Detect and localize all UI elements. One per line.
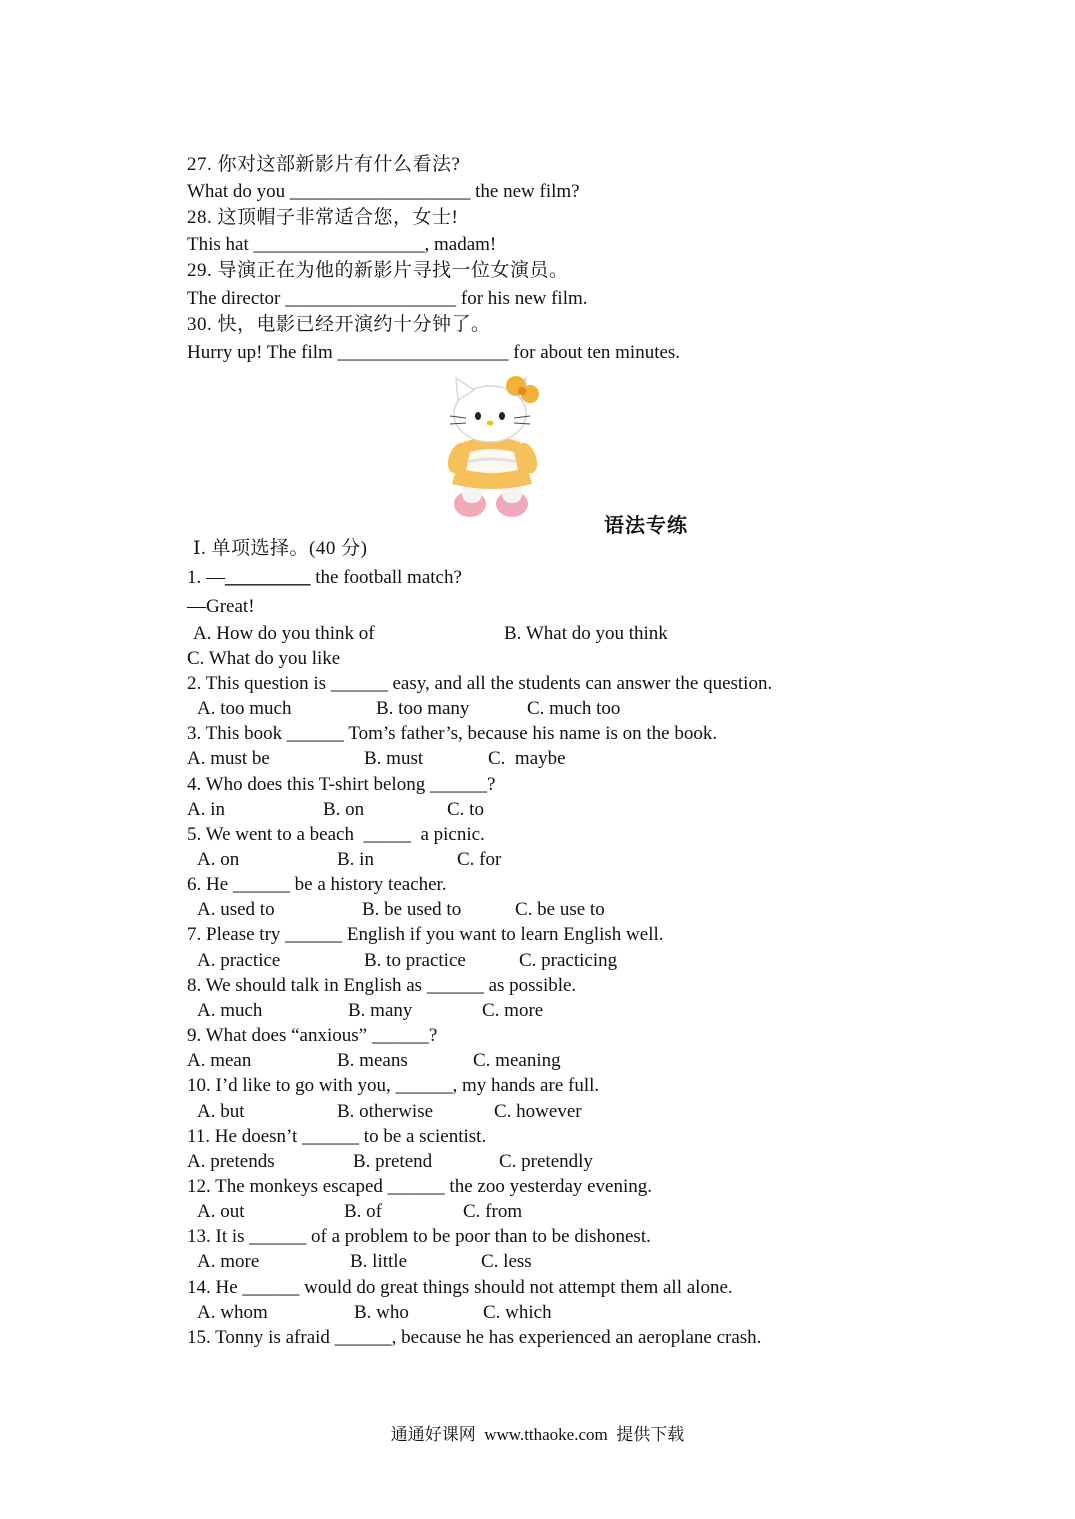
question-4-option-b: B. on [323, 799, 365, 820]
item-29-english: The director __________________ for his new film. [187, 288, 588, 309]
question-8-stem: 8. We should talk in English as ______ as possible. [187, 975, 577, 996]
question-13-option-a: A. more [197, 1251, 260, 1272]
item-27-chinese: 27. 你对这部新影片有什么看法? [187, 154, 461, 175]
question-13-option-b: B. little [350, 1251, 407, 1272]
question-12-option-a: A. out [197, 1201, 245, 1222]
question-8-option-c: C. more [482, 1000, 544, 1021]
question-6-option-b: B. be used to [362, 899, 462, 920]
question-10-stem: 10. I’d like to go with you, ______, my hands are full. [187, 1075, 600, 1096]
question-5-option-a: A. on [197, 849, 240, 870]
question-1-blank: _________ [225, 567, 311, 588]
question-7-stem: 7. Please try ______ English if you want to learn English well. [187, 924, 664, 945]
question-12-option-b: B. of [344, 1201, 382, 1222]
question-1-prefix: 1. — [187, 567, 225, 588]
item-28-chinese: 28. 这顶帽子非常适合您，女士! [187, 207, 459, 228]
question-11-option-a: A. pretends [187, 1151, 275, 1172]
question-1-suffix: the football match? [310, 567, 462, 588]
question-1-option-c: C. What do you like [187, 648, 341, 669]
question-9-option-c: C. meaning [473, 1050, 561, 1071]
question-4-option-a: A. in [187, 799, 225, 820]
question-11-stem: 11. He doesn’t ______ to be a scientist. [187, 1126, 487, 1147]
question-2-option-b: B. too many [376, 698, 470, 719]
question-12-stem: 12. The monkeys escaped ______ the zoo yesterday evening. [187, 1176, 653, 1197]
question-1-reply: —Great! [187, 596, 255, 617]
question-9-option-a: A. mean [187, 1050, 252, 1071]
plush-toy-image [440, 372, 545, 522]
part-heading: Ⅰ. 单项选择。(40 分) [193, 538, 368, 559]
question-1-stem [187, 566, 462, 590]
question-15-stem: 15. Tonny is afraid ______, because he has experienced an aeroplane crash. [187, 1327, 762, 1348]
question-3-option-b: B. must [364, 748, 424, 769]
question-10-option-b: B. otherwise [337, 1101, 434, 1122]
question-11-option-b: B. pretend [353, 1151, 433, 1172]
question-3-option-c: C. maybe [488, 748, 566, 769]
question-2-option-a: A. too much [197, 698, 292, 719]
question-7-option-c: C. practicing [519, 950, 618, 971]
item-28-english: This hat __________________, madam! [187, 234, 497, 255]
question-1-option-b: B. What do you think [504, 623, 668, 644]
question-10-option-c: C. however [494, 1101, 582, 1122]
question-5-stem: 5. We went to a beach _____ a picnic. [187, 824, 485, 845]
question-2-stem: 2. This question is ______ easy, and all the students can answer the question. [187, 673, 773, 694]
item-30-english: Hurry up! The film __________________ for about ten minutes. [187, 342, 681, 363]
question-8-option-b: B. many [348, 1000, 413, 1021]
question-3-stem: 3. This book ______ Tom’s father’s, because his name is on the book. [187, 723, 718, 744]
question-6-stem: 6. He ______ be a history teacher. [187, 874, 447, 895]
question-6-option-c: C. be use to [515, 899, 605, 920]
question-4-stem: 4. Who does this T-shirt belong ______? [187, 774, 496, 795]
question-11-option-c: C. pretendly [499, 1151, 593, 1172]
question-8-option-a: A. much [197, 1000, 263, 1021]
question-1-option-a: A. How do you think of [193, 623, 375, 644]
question-4-option-c: C. to [447, 799, 484, 820]
question-14-option-c: C. which [483, 1302, 552, 1323]
question-14-stem: 14. He ______ would do great things should not attempt them all alone. [187, 1277, 733, 1298]
item-30-chinese: 30. 快，电影已经开演约十分钟了。 [187, 314, 491, 335]
question-10-option-a: A. but [197, 1101, 245, 1122]
question-12-option-c: C. from [463, 1201, 523, 1222]
question-2-option-c: C. much too [527, 698, 621, 719]
question-13-option-c: C. less [481, 1251, 532, 1272]
question-7-option-b: B. to practice [364, 950, 466, 971]
question-14-option-a: A. whom [197, 1302, 268, 1323]
question-7-option-a: A. practice [197, 950, 281, 971]
question-9-stem: 9. What does “anxious” ______? [187, 1025, 438, 1046]
question-13-stem: 13. It is ______ of a problem to be poor than to be dishonest. [187, 1226, 651, 1247]
question-3-option-a: A. must be [187, 748, 270, 769]
question-14-option-b: B. who [354, 1302, 409, 1323]
item-29-chinese: 29. 导演正在为他的新影片寻找一位女演员。 [187, 260, 569, 281]
question-5-option-c: C. for [457, 849, 502, 870]
question-9-option-b: B. means [337, 1050, 408, 1071]
page-footer: 通通好课网 www.tthaoke.com 提供下载 [390, 1425, 685, 1444]
question-5-option-b: B. in [337, 849, 374, 870]
item-27-english: What do you ___________________ the new film? [187, 181, 580, 202]
section-title: 语法专练 [604, 515, 688, 537]
question-6-option-a: A. used to [197, 899, 275, 920]
